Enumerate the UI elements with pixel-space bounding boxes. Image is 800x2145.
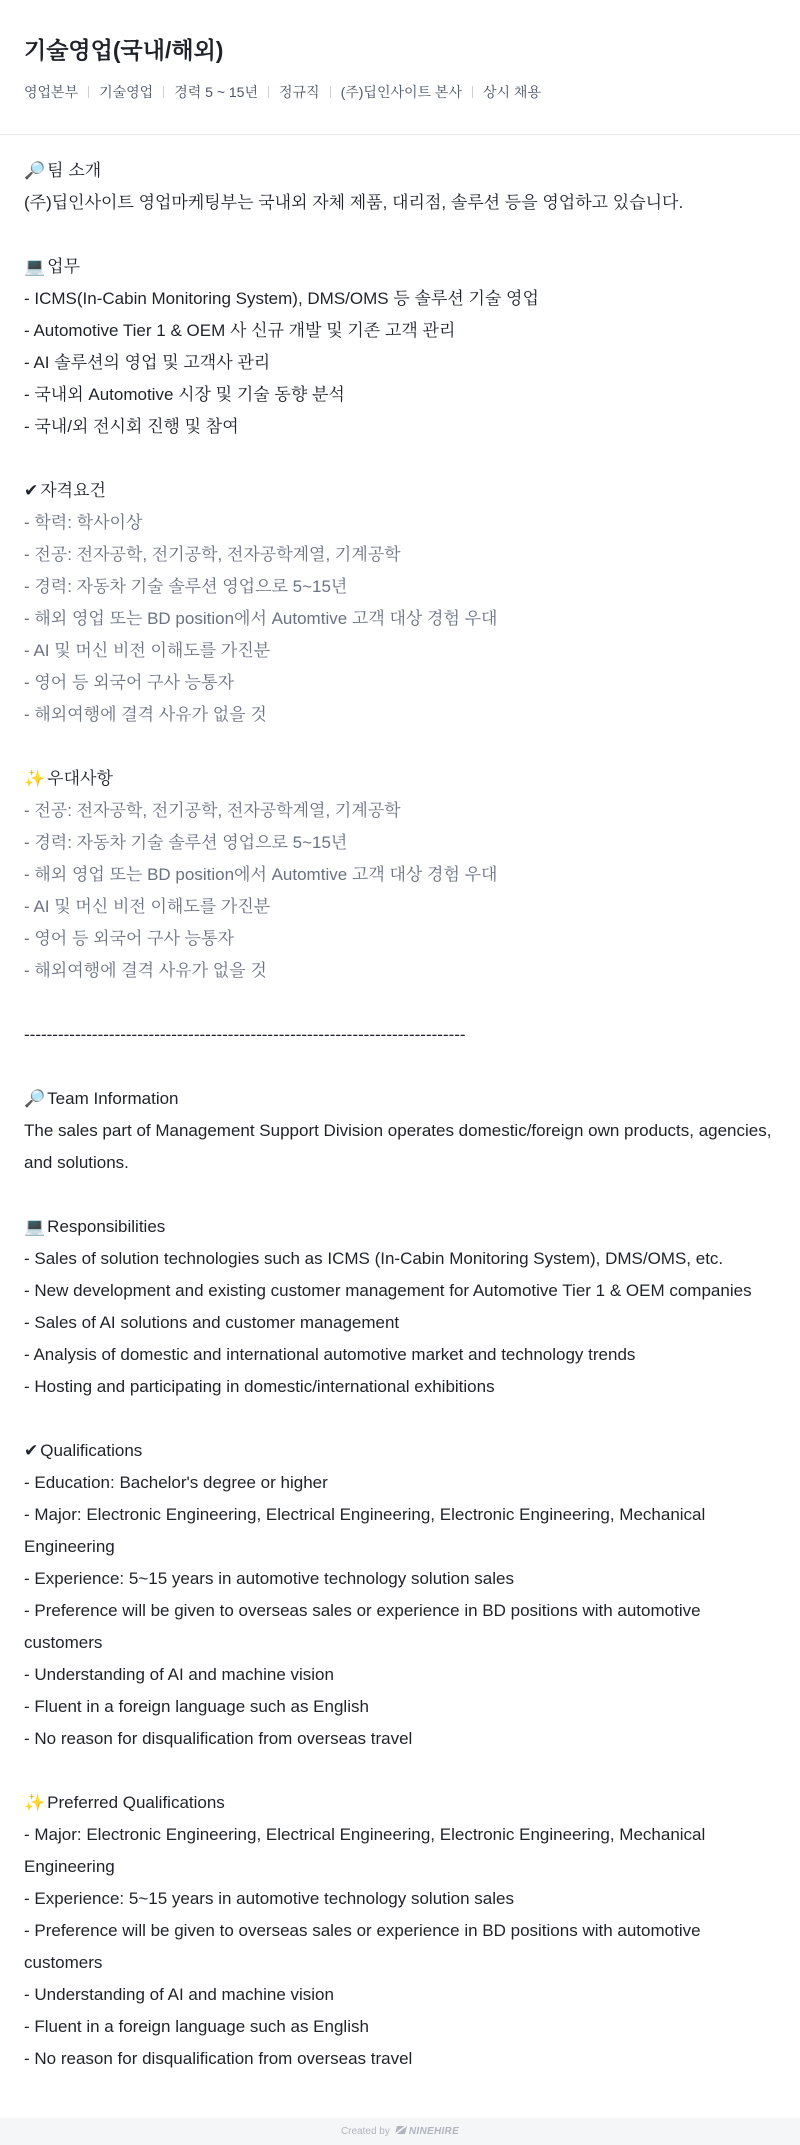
list-item: - 전공: 전자공학, 전기공학, 전자공학계열, 기계공학 xyxy=(24,544,401,564)
list-item: - No reason for disqualification from overseas travel xyxy=(24,2048,413,2068)
list-item: - Major: Electronic Engineering, Electrical Engineering, Electronic Engineering, Mechanical Engineering xyxy=(24,1824,711,1876)
section-heading-duties-ko: 💻 업무 xyxy=(24,256,81,276)
meta-divider xyxy=(472,86,473,98)
meta-divider xyxy=(330,86,331,98)
list-item: - Major: Electronic Engineering, Electrical Engineering, Electronic Engineering, Mechanical Engineering xyxy=(24,1504,711,1556)
list-item: - Analysis of domestic and international automotive market and technology trends xyxy=(24,1344,636,1364)
list-item: - ICMS(In-Cabin Monitoring System), DMS/OMS 등 솔루션 기술 영업 xyxy=(24,288,539,308)
job-title: 기술영업(국내/해외) xyxy=(24,37,224,63)
section-heading-team-ko: 🔎 팀 소개 xyxy=(24,160,102,180)
job-description xyxy=(0,135,800,2075)
list-item: - Fluent in a foreign language such as English xyxy=(24,1696,369,1716)
list-item: - AI 솔루션의 영업 및 고객사 관리 xyxy=(24,352,271,372)
meta-job-category: 기술영업 xyxy=(99,83,154,100)
job-header xyxy=(0,0,800,135)
checkmark-icon: ✔ xyxy=(24,1440,39,1460)
team-description-en: The sales part of Management Support Division operates domestic/foreign own products, agencies, and solutions. xyxy=(24,1120,777,1172)
list-item: - 경력: 자동차 기술 솔루션 영업으로 5~15년 xyxy=(24,576,348,596)
team-description-ko: (주)딥인사이트 영업마케팅부는 국내외 자체 제품, 대리점, 솔루션 등을 영업하고 있습니다. xyxy=(24,192,684,212)
checkmark-icon: ✔ xyxy=(24,480,39,500)
list-item: - Preference will be given to overseas sales or experience in BD positions with automotive customers xyxy=(24,1600,706,1652)
job-meta xyxy=(24,82,776,102)
list-item: - AI 및 머신 비전 이해도를 가진분 xyxy=(24,640,271,660)
magnifier-icon: 🔎 xyxy=(24,1088,46,1108)
meta-divider xyxy=(88,86,89,98)
meta-division: 영업본부 xyxy=(24,83,79,100)
meta-divider xyxy=(268,86,269,98)
list-item: - 해외 영업 또는 BD position에서 Automtive 고객 대상 경험 우대 xyxy=(24,864,498,884)
list-item: - Automotive Tier 1 & OEM 사 신규 개발 및 기존 고객 관리 xyxy=(24,320,456,340)
meta-experience: 경력 5 ~ 15년 xyxy=(174,83,258,100)
section-heading-requirements-ko: ✔ 자격요건 xyxy=(24,480,106,500)
list-item: - Experience: 5~15 years in automotive technology solution sales xyxy=(24,1568,514,1588)
ninehire-logo[interactable]: NINEHIRE xyxy=(396,2126,459,2137)
list-item: - 해외 영업 또는 BD position에서 Automtive 고객 대상 경험 우대 xyxy=(24,608,498,628)
sparkles-icon: ✨ xyxy=(24,1792,46,1812)
list-item: - AI 및 머신 비전 이해도를 가진분 xyxy=(24,896,271,916)
list-item: - Education: Bachelor's degree or higher xyxy=(24,1472,328,1492)
list-item: - 전공: 전자공학, 전기공학, 전자공학계열, 기계공학 xyxy=(24,800,401,820)
section-heading-preferred-en: ✨ Preferred Qualifications xyxy=(24,1792,225,1812)
meta-recruit-type: 상시 채용 xyxy=(482,83,541,100)
list-item: - 학력: 학사이상 xyxy=(24,512,143,532)
ninehire-logo-icon xyxy=(395,2126,407,2134)
list-item: - New development and existing customer management for Automotive Tier 1 & OEM companies xyxy=(24,1280,752,1300)
meta-employment-type: 정규직 xyxy=(279,83,320,100)
list-item: - 영어 등 외국어 구사 능통자 xyxy=(24,928,234,948)
language-divider: ------------------------------------------------------------------------------ xyxy=(24,1024,466,1044)
meta-divider xyxy=(163,86,164,98)
footer-created-by: Created by xyxy=(340,2126,390,2137)
list-item: - 국내/외 전시회 진행 및 참여 xyxy=(24,416,239,436)
list-item: - Fluent in a foreign language such as English xyxy=(24,2016,369,2036)
meta-location: (주)딥인사이트 본사 xyxy=(340,83,462,100)
list-item: - Sales of solution technologies such as ICMS (In-Cabin Monitoring System), DMS/OMS, etc. xyxy=(24,1248,724,1268)
list-item: - 경력: 자동차 기술 솔루션 영업으로 5~15년 xyxy=(24,832,348,852)
laptop-icon: 💻 xyxy=(24,256,46,276)
list-item: - Hosting and participating in domestic/international exhibitions xyxy=(24,1376,495,1396)
list-item: - Sales of AI solutions and customer management xyxy=(24,1312,400,1332)
laptop-icon: 💻 xyxy=(24,1216,46,1236)
list-item: - Understanding of AI and machine vision xyxy=(24,1984,334,2004)
list-item: - 영어 등 외국어 구사 능통자 xyxy=(24,672,234,692)
list-item: - Experience: 5~15 years in automotive technology solution sales xyxy=(24,1888,514,1908)
list-item: - 국내외 Automotive 시장 및 기술 동향 분석 xyxy=(24,384,345,404)
list-item: - No reason for disqualification from overseas travel xyxy=(24,1728,413,1748)
section-heading-team-en: 🔎 Team Information xyxy=(24,1088,179,1108)
list-item: - 해외여행에 결격 사유가 없을 것 xyxy=(24,960,267,980)
list-item: - Understanding of AI and machine vision xyxy=(24,1664,334,1684)
section-heading-preferred-ko: ✨ 우대사항 xyxy=(24,768,113,788)
list-item: - 해외여행에 결격 사유가 없을 것 xyxy=(24,704,267,724)
magnifier-icon: 🔎 xyxy=(24,160,46,180)
list-item: - Preference will be given to overseas sales or experience in BD positions with automotive customers xyxy=(24,1920,706,1972)
section-heading-duties-en: 💻 Responsibilities xyxy=(24,1216,166,1236)
sparkles-icon: ✨ xyxy=(24,768,46,788)
footer xyxy=(0,2118,800,2145)
section-heading-requirements-en: ✔ Qualifications xyxy=(24,1440,143,1460)
